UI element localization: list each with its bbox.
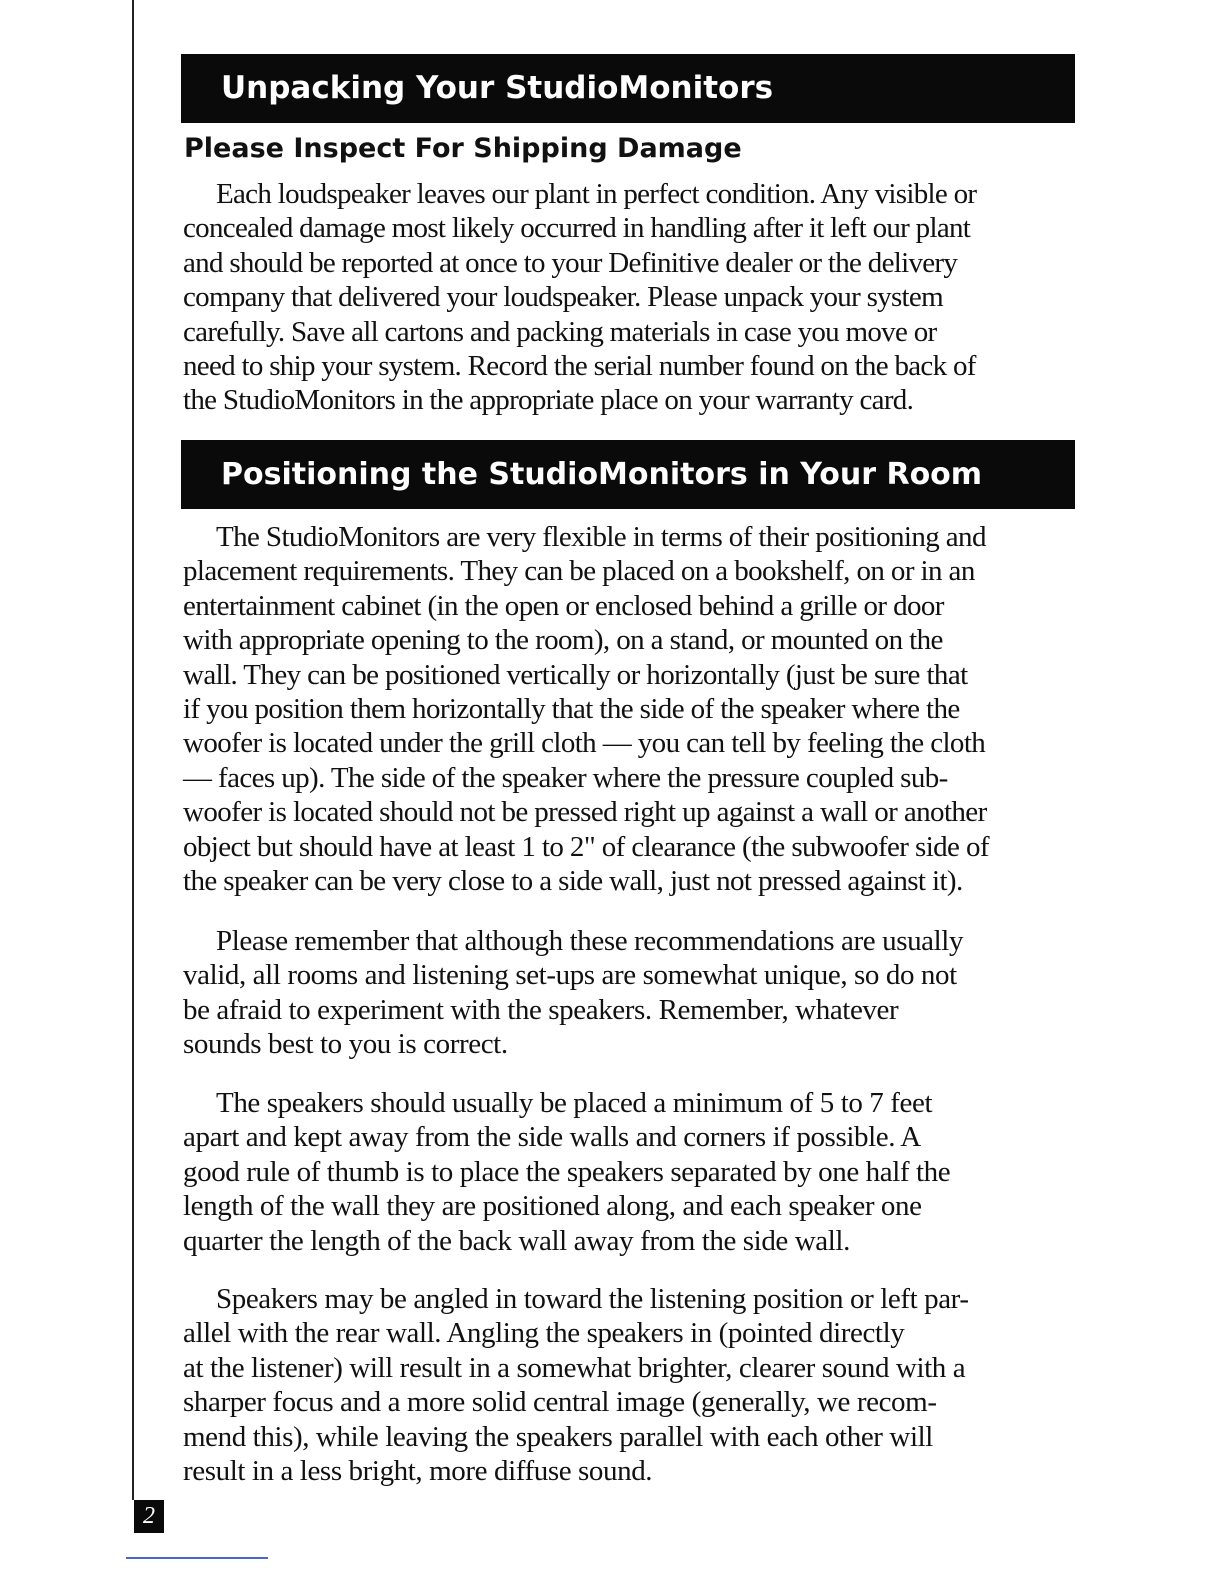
paragraph-angling: Speakers may be angled in toward the listening position or left par- allel with the rear wall. Angling the speakers in (pointed directly at the listener) will result in a somewhat brighter, clearer sound with a sharper focus and a more solid central image (generally, we recom- mend this), while leaving the speakers parallel with each other will result in a less bright, more diffuse sound. <box>183 1283 969 1488</box>
paragraph-spacing: The speakers should usually be placed a minimum of 5 to 7 feet apart and kept away from the side walls and corners if possible. A good rule of thumb is to place the speakers separated by one half the length of the wall they are positioned along, and each speaker one quarter the length of the back wall away from the side wall. <box>183 1087 951 1257</box>
paragraph-unpacking: Each loudspeaker leaves our plant in perfect condition. Any visible or concealed damage most likely occurred in handling after it left our plant and should be reported at once to your Definitive dealer or the delivery company that delivered your loudspeaker. Please unpack your system carefully. Save all cartons and packing materials in case you move or need to ship your system. Record the serial number found on the back of the StudioMonitors in the appropriate place on your warranty card. <box>183 178 977 417</box>
paragraph-positioning-flexibility: The StudioMonitors are very flexible in terms of their positioning and placement requirements. They can be placed on a bookshelf, on or in an entertainment cabinet (in the open or enclosed behind a grille or door with appropriate opening to the room), on a stand, or mounted on the wall. They can be positioned vertically or horizontally (just be sure that if you position them horizontally that the side of the speaker where the woofer is located under the grill cloth — you can tell by feeling the cloth — faces up). The side of the speaker where the pressure coupled sub- woofer is located should not be pressed right up against a wall or another object but should have at least 1 to 2" of clearance (the subwoofer side of the speaker can be very close to a side wall, just not pressed against it). <box>183 521 989 898</box>
subheading-shipping-damage: Please Inspect For Shipping Damage <box>184 133 742 164</box>
footer-rule <box>126 1557 268 1559</box>
paragraph-experiment: Please remember that although these recommendations are usually valid, all rooms and listening set-ups are somewhat unique, so do not be afraid to experiment with the speakers. Remember, whatever sounds best to you is correct. <box>183 925 964 1061</box>
page-number: 2 <box>134 1500 164 1533</box>
binding-line <box>132 0 134 1500</box>
section-title-unpacking: Unpacking Your StudioMonitors <box>181 54 1075 123</box>
section-title-positioning: Positioning the StudioMonitors in Your Room <box>181 440 1075 509</box>
